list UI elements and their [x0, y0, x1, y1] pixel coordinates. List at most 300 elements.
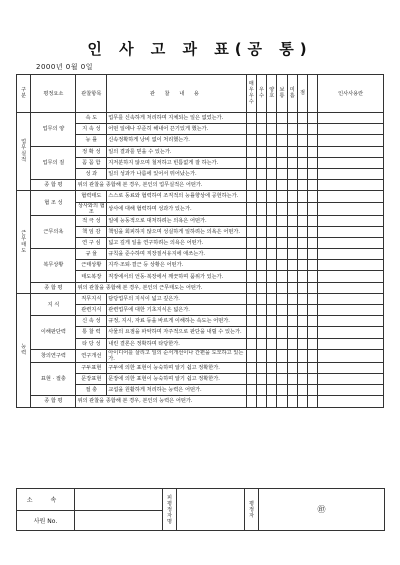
- grade-checkbox-cell[interactable]: [297, 362, 307, 373]
- grade-checkbox-cell[interactable]: [267, 202, 277, 215]
- observation-content: 아이디어를 살리고 일의 순서개선이나 간편을 도모하고 있는가.: [107, 349, 246, 362]
- observation-content: 일의 결과를 믿을 수 있는가.: [107, 146, 246, 157]
- grade-checkbox-cell[interactable]: [267, 338, 277, 349]
- grade-checkbox-cell[interactable]: [308, 396, 318, 407]
- grade-checkbox-cell[interactable]: [287, 215, 297, 226]
- grade-checkbox-cell[interactable]: [246, 202, 256, 215]
- grade-checkbox-cell[interactable]: [297, 226, 307, 237]
- grade-checkbox-cell[interactable]: [256, 316, 266, 327]
- grade-checkbox-cell[interactable]: [308, 135, 318, 146]
- grade-checkbox-cell[interactable]: [246, 226, 256, 237]
- remarks-cell[interactable]: [318, 249, 384, 260]
- evaluation-element: 창의연구력: [31, 349, 76, 362]
- grade-checkbox-cell[interactable]: [287, 124, 297, 135]
- grade-checkbox-cell[interactable]: [277, 316, 287, 327]
- observation-item: 근태상황: [76, 260, 107, 271]
- remarks-cell[interactable]: [318, 316, 384, 327]
- grade-checkbox-cell[interactable]: [267, 293, 277, 304]
- grade-checkbox-cell[interactable]: [256, 124, 266, 135]
- summary-text: 위의 관찰을 종합해 본 경우, 본인의 능력은 어떤가.: [76, 396, 246, 407]
- grade-checkbox-cell[interactable]: [256, 373, 266, 384]
- summary-label: 종 합 평: [31, 396, 76, 407]
- observation-content: 책임을 회피하지 않으며 성실하게 일하려는 의욕은 어떤가.: [107, 226, 246, 237]
- grade-checkbox-cell[interactable]: [246, 271, 256, 282]
- signature-table: [16, 488, 385, 531]
- grade-checkbox-cell[interactable]: [297, 113, 307, 124]
- grade-checkbox-cell[interactable]: [277, 124, 287, 135]
- remarks-cell[interactable]: [318, 237, 384, 248]
- grade-checkbox-cell[interactable]: [308, 124, 318, 135]
- grade-checkbox-cell[interactable]: [267, 215, 277, 226]
- grade-checkbox-cell[interactable]: [308, 113, 318, 124]
- division-label: 능력: [17, 293, 31, 407]
- grade-checkbox-cell[interactable]: [267, 146, 277, 157]
- observation-content: 업무를 신속하게 처리하며 지체되는 일은 없었는가.: [107, 113, 246, 124]
- grade-checkbox-cell[interactable]: [297, 146, 307, 157]
- grade-checkbox-cell[interactable]: [297, 282, 307, 293]
- grade-checkbox-cell[interactable]: [297, 338, 307, 349]
- grade-checkbox-cell[interactable]: [267, 362, 277, 373]
- remarks-cell[interactable]: [318, 191, 384, 202]
- observation-content: 사물의 요점을 파악하며 자주적으로 판단을 내릴 수 있는가.: [107, 327, 246, 338]
- observation-content: 어떤 일에나 꾸준히 해내어 끈기있게 했는가.: [107, 124, 246, 135]
- grade-checkbox-cell[interactable]: [287, 113, 297, 124]
- grade-checkbox-cell[interactable]: [287, 202, 297, 215]
- form-date: 2000년 0월 0일: [36, 63, 93, 71]
- observation-item: 성 과: [76, 168, 107, 179]
- grade-checkbox-cell[interactable]: [256, 113, 266, 124]
- grade-checkbox-cell[interactable]: [267, 237, 277, 248]
- grade-checkbox-cell[interactable]: [277, 215, 287, 226]
- grade-checkbox-cell[interactable]: [287, 146, 297, 157]
- grade-checkbox-cell[interactable]: [246, 191, 256, 202]
- grade-checkbox-cell[interactable]: [308, 282, 318, 293]
- grade-checkbox-cell[interactable]: [297, 349, 307, 362]
- grade-checkbox-cell[interactable]: [277, 249, 287, 260]
- grade-checkbox-cell[interactable]: [256, 157, 266, 168]
- observation-item: 관련지식: [76, 305, 107, 316]
- grade-checkbox-cell[interactable]: [267, 305, 277, 316]
- grade-checkbox-cell[interactable]: [256, 260, 266, 271]
- grade-checkbox-cell[interactable]: [256, 327, 266, 338]
- grade-checkbox-cell[interactable]: [308, 180, 318, 191]
- evaluation-element: 표현 · 절충: [31, 362, 76, 396]
- observation-content: 스스로 동료와 협력하여 조직적의 능률향상에 공헌하는가.: [107, 191, 246, 202]
- observation-content: 관련업무에 대한 기초지식은 넓은가.: [107, 305, 246, 316]
- remarks-cell[interactable]: [318, 396, 384, 407]
- grade-checkbox-cell[interactable]: [246, 215, 256, 226]
- observation-content: 일에 능동적으로 대처하려는 의욕은 어떤가.: [107, 215, 246, 226]
- remarks-cell[interactable]: [318, 180, 384, 191]
- grade-checkbox-cell[interactable]: [297, 305, 307, 316]
- observation-item: 태도복장: [76, 271, 107, 282]
- observation-item: 타 당 성: [76, 338, 107, 349]
- observation-item: 책 임 감: [76, 226, 107, 237]
- criteria-row: [17, 316, 384, 327]
- grade-checkbox-cell[interactable]: [267, 180, 277, 191]
- grade-checkbox-cell[interactable]: [246, 373, 256, 384]
- grade-checkbox-cell[interactable]: [246, 349, 256, 362]
- grade-checkbox-cell[interactable]: [287, 293, 297, 304]
- header-grade-low: 미흡: [287, 75, 297, 113]
- remarks-cell[interactable]: [318, 385, 384, 396]
- remarks-cell[interactable]: [318, 349, 384, 362]
- grade-checkbox-cell[interactable]: [287, 226, 297, 237]
- grade-checkbox-cell[interactable]: [287, 362, 297, 373]
- observation-item: 구두표현: [76, 362, 107, 373]
- grade-checkbox-cell[interactable]: [287, 385, 297, 396]
- criteria-row: [17, 191, 384, 202]
- grade-checkbox-cell[interactable]: [277, 191, 287, 202]
- grade-checkbox-cell[interactable]: [297, 180, 307, 191]
- grade-checkbox-cell[interactable]: [297, 396, 307, 407]
- remarks-cell[interactable]: [318, 168, 384, 179]
- grade-checkbox-cell[interactable]: [308, 146, 318, 157]
- grade-checkbox-cell[interactable]: [287, 327, 297, 338]
- grade-checkbox-cell[interactable]: [297, 373, 307, 384]
- grade-checkbox-cell[interactable]: [308, 157, 318, 168]
- grade-checkbox-cell[interactable]: [287, 237, 297, 248]
- grade-checkbox-cell[interactable]: [287, 249, 297, 260]
- observation-item: 연구개선: [76, 349, 107, 362]
- observation-content: 규칙을 준수하며 직장질서유지에 애쓰는가.: [107, 249, 246, 260]
- grade-checkbox-cell[interactable]: [297, 157, 307, 168]
- observation-content: 상사에 대해 협력하며 성과가 있는가.: [107, 202, 246, 215]
- grade-checkbox-cell[interactable]: [256, 226, 266, 237]
- remarks-cell[interactable]: [318, 215, 384, 226]
- observation-item: 직무지식: [76, 293, 107, 304]
- grade-checkbox-cell[interactable]: [277, 135, 287, 146]
- observation-content: 내린 결론은 정확하며 타당한가.: [107, 338, 246, 349]
- grade-checkbox-cell[interactable]: [277, 293, 287, 304]
- grade-checkbox-cell[interactable]: [297, 124, 307, 135]
- grade-checkbox-cell[interactable]: [277, 338, 287, 349]
- grade-checkbox-cell[interactable]: [277, 226, 287, 237]
- evaluation-element: 업무의 질: [31, 146, 76, 180]
- grade-checkbox-cell[interactable]: [287, 349, 297, 362]
- grade-checkbox-cell[interactable]: [267, 349, 277, 362]
- observation-content: 교섭을 원활하게 처리하는 능력은 어떤가.: [107, 385, 246, 396]
- observation-content: 일의 성과가 나름에 있어서 뛰어났는가.: [107, 168, 246, 179]
- grade-checkbox-cell[interactable]: [246, 305, 256, 316]
- evaluation-element: 이해판단력: [31, 316, 76, 350]
- header-grade-superior: 우수: [256, 75, 266, 113]
- criteria-row: [17, 249, 384, 260]
- grade-checkbox-cell[interactable]: [277, 362, 287, 373]
- grade-checkbox-cell[interactable]: [287, 305, 297, 316]
- criteria-row: [17, 349, 384, 362]
- grade-checkbox-cell[interactable]: [246, 180, 256, 191]
- grade-checkbox-cell[interactable]: [267, 396, 277, 407]
- grade-checkbox-cell[interactable]: [246, 124, 256, 135]
- header-row: [17, 75, 384, 113]
- grade-checkbox-cell[interactable]: [246, 362, 256, 373]
- grade-checkbox-cell[interactable]: [277, 327, 287, 338]
- grade-checkbox-cell[interactable]: [267, 124, 277, 135]
- remarks-cell[interactable]: [318, 113, 384, 124]
- grade-checkbox-cell[interactable]: [256, 362, 266, 373]
- criteria-row: [17, 293, 384, 304]
- grade-checkbox-cell[interactable]: [256, 191, 266, 202]
- observation-content: 넓고 깊게 일을 연구하려는 의욕은 어떤가.: [107, 237, 246, 248]
- grade-checkbox-cell[interactable]: [256, 293, 266, 304]
- grade-checkbox-cell[interactable]: [287, 168, 297, 179]
- criteria-row: [17, 113, 384, 124]
- grade-checkbox-cell[interactable]: [308, 338, 318, 349]
- grade-checkbox-cell[interactable]: [256, 349, 266, 362]
- remarks-cell[interactable]: [318, 202, 384, 215]
- grade-checkbox-cell[interactable]: [277, 202, 287, 215]
- grade-checkbox-cell[interactable]: [287, 373, 297, 384]
- grade-checkbox-cell[interactable]: [297, 271, 307, 282]
- grade-checkbox-cell[interactable]: [308, 349, 318, 362]
- remarks-cell[interactable]: [318, 338, 384, 349]
- grade-checkbox-cell[interactable]: [256, 249, 266, 260]
- remarks-cell[interactable]: [318, 362, 384, 373]
- grade-checkbox-cell[interactable]: [308, 316, 318, 327]
- grade-checkbox-cell[interactable]: [277, 396, 287, 407]
- remarks-cell[interactable]: [318, 305, 384, 316]
- grade-checkbox-cell[interactable]: [256, 282, 266, 293]
- grade-checkbox-cell[interactable]: [297, 385, 307, 396]
- grade-checkbox-cell[interactable]: [256, 215, 266, 226]
- observation-item: 통 찰 력: [76, 327, 107, 338]
- evaluation-element: 협 조 성: [31, 191, 76, 215]
- grade-checkbox-cell[interactable]: [297, 327, 307, 338]
- grade-checkbox-cell[interactable]: [256, 146, 266, 157]
- grade-checkbox-cell[interactable]: [287, 135, 297, 146]
- header-content: 관 찰 내 용: [107, 75, 246, 113]
- grade-checkbox-cell[interactable]: [246, 113, 256, 124]
- grade-checkbox-cell[interactable]: [256, 135, 266, 146]
- observation-item: 정 확 성: [76, 146, 107, 157]
- evaluation-element: 근무의욕: [31, 215, 76, 249]
- grade-checkbox-cell[interactable]: [297, 293, 307, 304]
- grade-checkbox-cell[interactable]: [256, 396, 266, 407]
- grade-checkbox-cell[interactable]: [297, 249, 307, 260]
- grade-checkbox-cell[interactable]: [246, 396, 256, 407]
- grade-checkbox-cell[interactable]: [246, 293, 256, 304]
- evaluator-seal[interactable]: [259, 489, 385, 531]
- grade-checkbox-cell[interactable]: [277, 385, 287, 396]
- grade-checkbox-cell[interactable]: [297, 260, 307, 271]
- grade-checkbox-cell[interactable]: [267, 282, 277, 293]
- header-element: 평정요소: [31, 75, 76, 113]
- remarks-cell[interactable]: [318, 124, 384, 135]
- observation-item: 적 극 성: [76, 215, 107, 226]
- grade-checkbox-cell[interactable]: [267, 327, 277, 338]
- grade-checkbox-cell[interactable]: [297, 237, 307, 248]
- grade-checkbox-cell[interactable]: [308, 305, 318, 316]
- observation-content: 지각·조퇴·결근 등 상황은 어떤가.: [107, 260, 246, 271]
- summary-label: 종 합 평: [31, 282, 76, 293]
- grade-checkbox-cell[interactable]: [277, 373, 287, 384]
- summary-row: [17, 396, 384, 407]
- observation-content: 규정, 지시, 자료 등을 바르게 이해하는 속도는 어떤가.: [107, 316, 246, 327]
- grade-checkbox-cell[interactable]: [267, 191, 277, 202]
- grade-checkbox-cell[interactable]: [308, 226, 318, 237]
- observation-item: 신 속 성: [76, 316, 107, 327]
- grade-checkbox-cell[interactable]: [256, 202, 266, 215]
- grade-checkbox-cell[interactable]: [297, 202, 307, 215]
- grade-checkbox-cell[interactable]: [256, 338, 266, 349]
- grade-checkbox-cell[interactable]: [287, 396, 297, 407]
- observation-content: 구두에 의한 표현이 능숙하며 알기 쉽고 정확한가.: [107, 362, 246, 373]
- grade-checkbox-cell[interactable]: [246, 327, 256, 338]
- grade-checkbox-cell[interactable]: [287, 191, 297, 202]
- grade-checkbox-cell[interactable]: [308, 362, 318, 373]
- grade-checkbox-cell[interactable]: [256, 385, 266, 396]
- grade-checkbox-cell[interactable]: [287, 271, 297, 282]
- observation-item: 문장표현: [76, 373, 107, 384]
- observation-item: 속 도: [76, 113, 107, 124]
- grade-checkbox-cell[interactable]: [267, 157, 277, 168]
- grade-checkbox-cell[interactable]: [277, 260, 287, 271]
- summary-text: 위의 관찰을 종합해 본 경우, 본인의 근무태도는 어떤가.: [76, 282, 246, 293]
- observation-item: 규 율: [76, 249, 107, 260]
- grade-checkbox-cell[interactable]: [308, 191, 318, 202]
- grade-checkbox-cell[interactable]: [308, 327, 318, 338]
- grade-checkbox-cell[interactable]: [297, 316, 307, 327]
- grade-checkbox-cell[interactable]: [246, 316, 256, 327]
- grade-checkbox-cell[interactable]: [277, 305, 287, 316]
- grade-checkbox-cell[interactable]: [297, 191, 307, 202]
- grade-checkbox-cell[interactable]: [256, 271, 266, 282]
- criteria-row: [17, 146, 384, 157]
- remarks-cell[interactable]: [318, 135, 384, 146]
- grade-checkbox-cell[interactable]: [287, 180, 297, 191]
- grade-checkbox-cell[interactable]: [287, 338, 297, 349]
- grade-checkbox-cell[interactable]: [246, 249, 256, 260]
- grade-checkbox-cell[interactable]: [297, 135, 307, 146]
- grade-checkbox-cell[interactable]: [267, 316, 277, 327]
- remarks-cell[interactable]: [318, 282, 384, 293]
- grade-checkbox-cell[interactable]: [267, 373, 277, 384]
- summary-row: [17, 180, 384, 191]
- grade-checkbox-cell[interactable]: [277, 113, 287, 124]
- affiliation-value[interactable]: [75, 489, 163, 511]
- grade-checkbox-cell[interactable]: [308, 293, 318, 304]
- header-division: 구분: [17, 75, 31, 113]
- employee-no-label: 사원 No.: [17, 511, 75, 531]
- grade-checkbox-cell[interactable]: [267, 168, 277, 179]
- header-remarks: 인사사용란: [318, 75, 384, 113]
- observation-content: 지저분하지 않으며 철저하고 빈틈없게 잘 하는가.: [107, 157, 246, 168]
- evaluation-element: 업무의 양: [31, 113, 76, 147]
- affiliation-label: 소 속: [17, 489, 75, 511]
- grade-checkbox-cell[interactable]: [308, 385, 318, 396]
- grade-checkbox-cell[interactable]: [308, 215, 318, 226]
- grade-checkbox-cell[interactable]: [256, 237, 266, 248]
- grade-checkbox-cell[interactable]: [308, 373, 318, 384]
- grade-checkbox-cell[interactable]: [246, 282, 256, 293]
- form-title: 인 사 고 과 표(공 통): [87, 40, 313, 58]
- grade-checkbox-cell[interactable]: [277, 237, 287, 248]
- remarks-cell[interactable]: [318, 293, 384, 304]
- division-label: 업무실적: [17, 113, 31, 191]
- grade-checkbox-cell[interactable]: [297, 168, 307, 179]
- grade-checkbox-cell[interactable]: [246, 168, 256, 179]
- grade-checkbox-cell[interactable]: [246, 385, 256, 396]
- grade-checkbox-cell[interactable]: [277, 146, 287, 157]
- observation-item: 꼼 꼼 함: [76, 157, 107, 168]
- evaluator-label: 평정자: [245, 489, 259, 531]
- grade-checkbox-cell[interactable]: [256, 168, 266, 179]
- observation-content: 신속정확하게 낭비 없이 처리했는가.: [107, 135, 246, 146]
- criteria-row: [17, 362, 384, 373]
- remarks-cell[interactable]: [318, 157, 384, 168]
- summary-row: [17, 282, 384, 293]
- grade-checkbox-cell[interactable]: [267, 249, 277, 260]
- remarks-cell[interactable]: [318, 146, 384, 157]
- grade-checkbox-cell[interactable]: [287, 260, 297, 271]
- evaluation-element: 복무상황: [31, 249, 76, 283]
- grade-checkbox-cell[interactable]: [277, 180, 287, 191]
- remarks-cell[interactable]: [318, 260, 384, 271]
- evaluatee-name-value[interactable]: [177, 489, 245, 531]
- grade-checkbox-cell[interactable]: [246, 237, 256, 248]
- grade-checkbox-cell[interactable]: [267, 135, 277, 146]
- grade-checkbox-cell[interactable]: [308, 237, 318, 248]
- observation-item: 지 속 성: [76, 124, 107, 135]
- header-grade-excellent: 매우우수: [246, 75, 256, 113]
- remarks-cell[interactable]: [318, 271, 384, 282]
- grade-checkbox-cell[interactable]: [287, 282, 297, 293]
- grade-checkbox-cell[interactable]: [308, 249, 318, 260]
- grade-checkbox-cell[interactable]: [246, 146, 256, 157]
- remarks-cell[interactable]: [318, 373, 384, 384]
- observation-item: 상사와의 협 조: [76, 202, 107, 215]
- header-grade-good: 양호: [267, 75, 277, 113]
- division-label: 근무태도: [17, 191, 31, 294]
- evaluation-table: [16, 74, 384, 408]
- grade-checkbox-cell[interactable]: [277, 349, 287, 362]
- grade-checkbox-cell[interactable]: [308, 168, 318, 179]
- grade-checkbox-cell[interactable]: [308, 202, 318, 215]
- grade-checkbox-cell[interactable]: [277, 168, 287, 179]
- grade-checkbox-cell[interactable]: [256, 305, 266, 316]
- grade-checkbox-cell[interactable]: [277, 282, 287, 293]
- grade-checkbox-cell[interactable]: [297, 215, 307, 226]
- summary-text: 위의 관찰을 종합해 본 경우, 본인의 업무실적은 어떤가.: [76, 180, 246, 191]
- evaluation-element: 지 식: [31, 293, 76, 315]
- grade-checkbox-cell[interactable]: [308, 260, 318, 271]
- header-grade-points: 점: [297, 75, 307, 113]
- summary-label: 종 합 평: [31, 180, 76, 191]
- grade-checkbox-cell[interactable]: [246, 157, 256, 168]
- grade-checkbox-cell[interactable]: [246, 260, 256, 271]
- grade-checkbox-cell[interactable]: [267, 385, 277, 396]
- remarks-cell[interactable]: [318, 327, 384, 338]
- grade-checkbox-cell[interactable]: [267, 271, 277, 282]
- grade-checkbox-cell[interactable]: [287, 316, 297, 327]
- remarks-cell[interactable]: [318, 226, 384, 237]
- grade-checkbox-cell[interactable]: [246, 135, 256, 146]
- header-grade-normal: 보통: [277, 75, 287, 113]
- grade-checkbox-cell[interactable]: [256, 180, 266, 191]
- observation-content: 직장에서의 언동·복장에서 깨끗하며 품위가 있는가.: [107, 271, 246, 282]
- grade-checkbox-cell[interactable]: [277, 271, 287, 282]
- grade-checkbox-cell[interactable]: [267, 260, 277, 271]
- grade-checkbox-cell[interactable]: [287, 157, 297, 168]
- grade-checkbox-cell[interactable]: [277, 157, 287, 168]
- grade-checkbox-cell[interactable]: [308, 271, 318, 282]
- observation-content: 문장에 의한 표현이 능숙하며 알기 쉽고 정확한가.: [107, 373, 246, 384]
- grade-checkbox-cell[interactable]: [267, 113, 277, 124]
- grade-checkbox-cell[interactable]: [246, 338, 256, 349]
- employee-no-value[interactable]: [75, 511, 163, 531]
- grade-checkbox-cell[interactable]: [267, 226, 277, 237]
